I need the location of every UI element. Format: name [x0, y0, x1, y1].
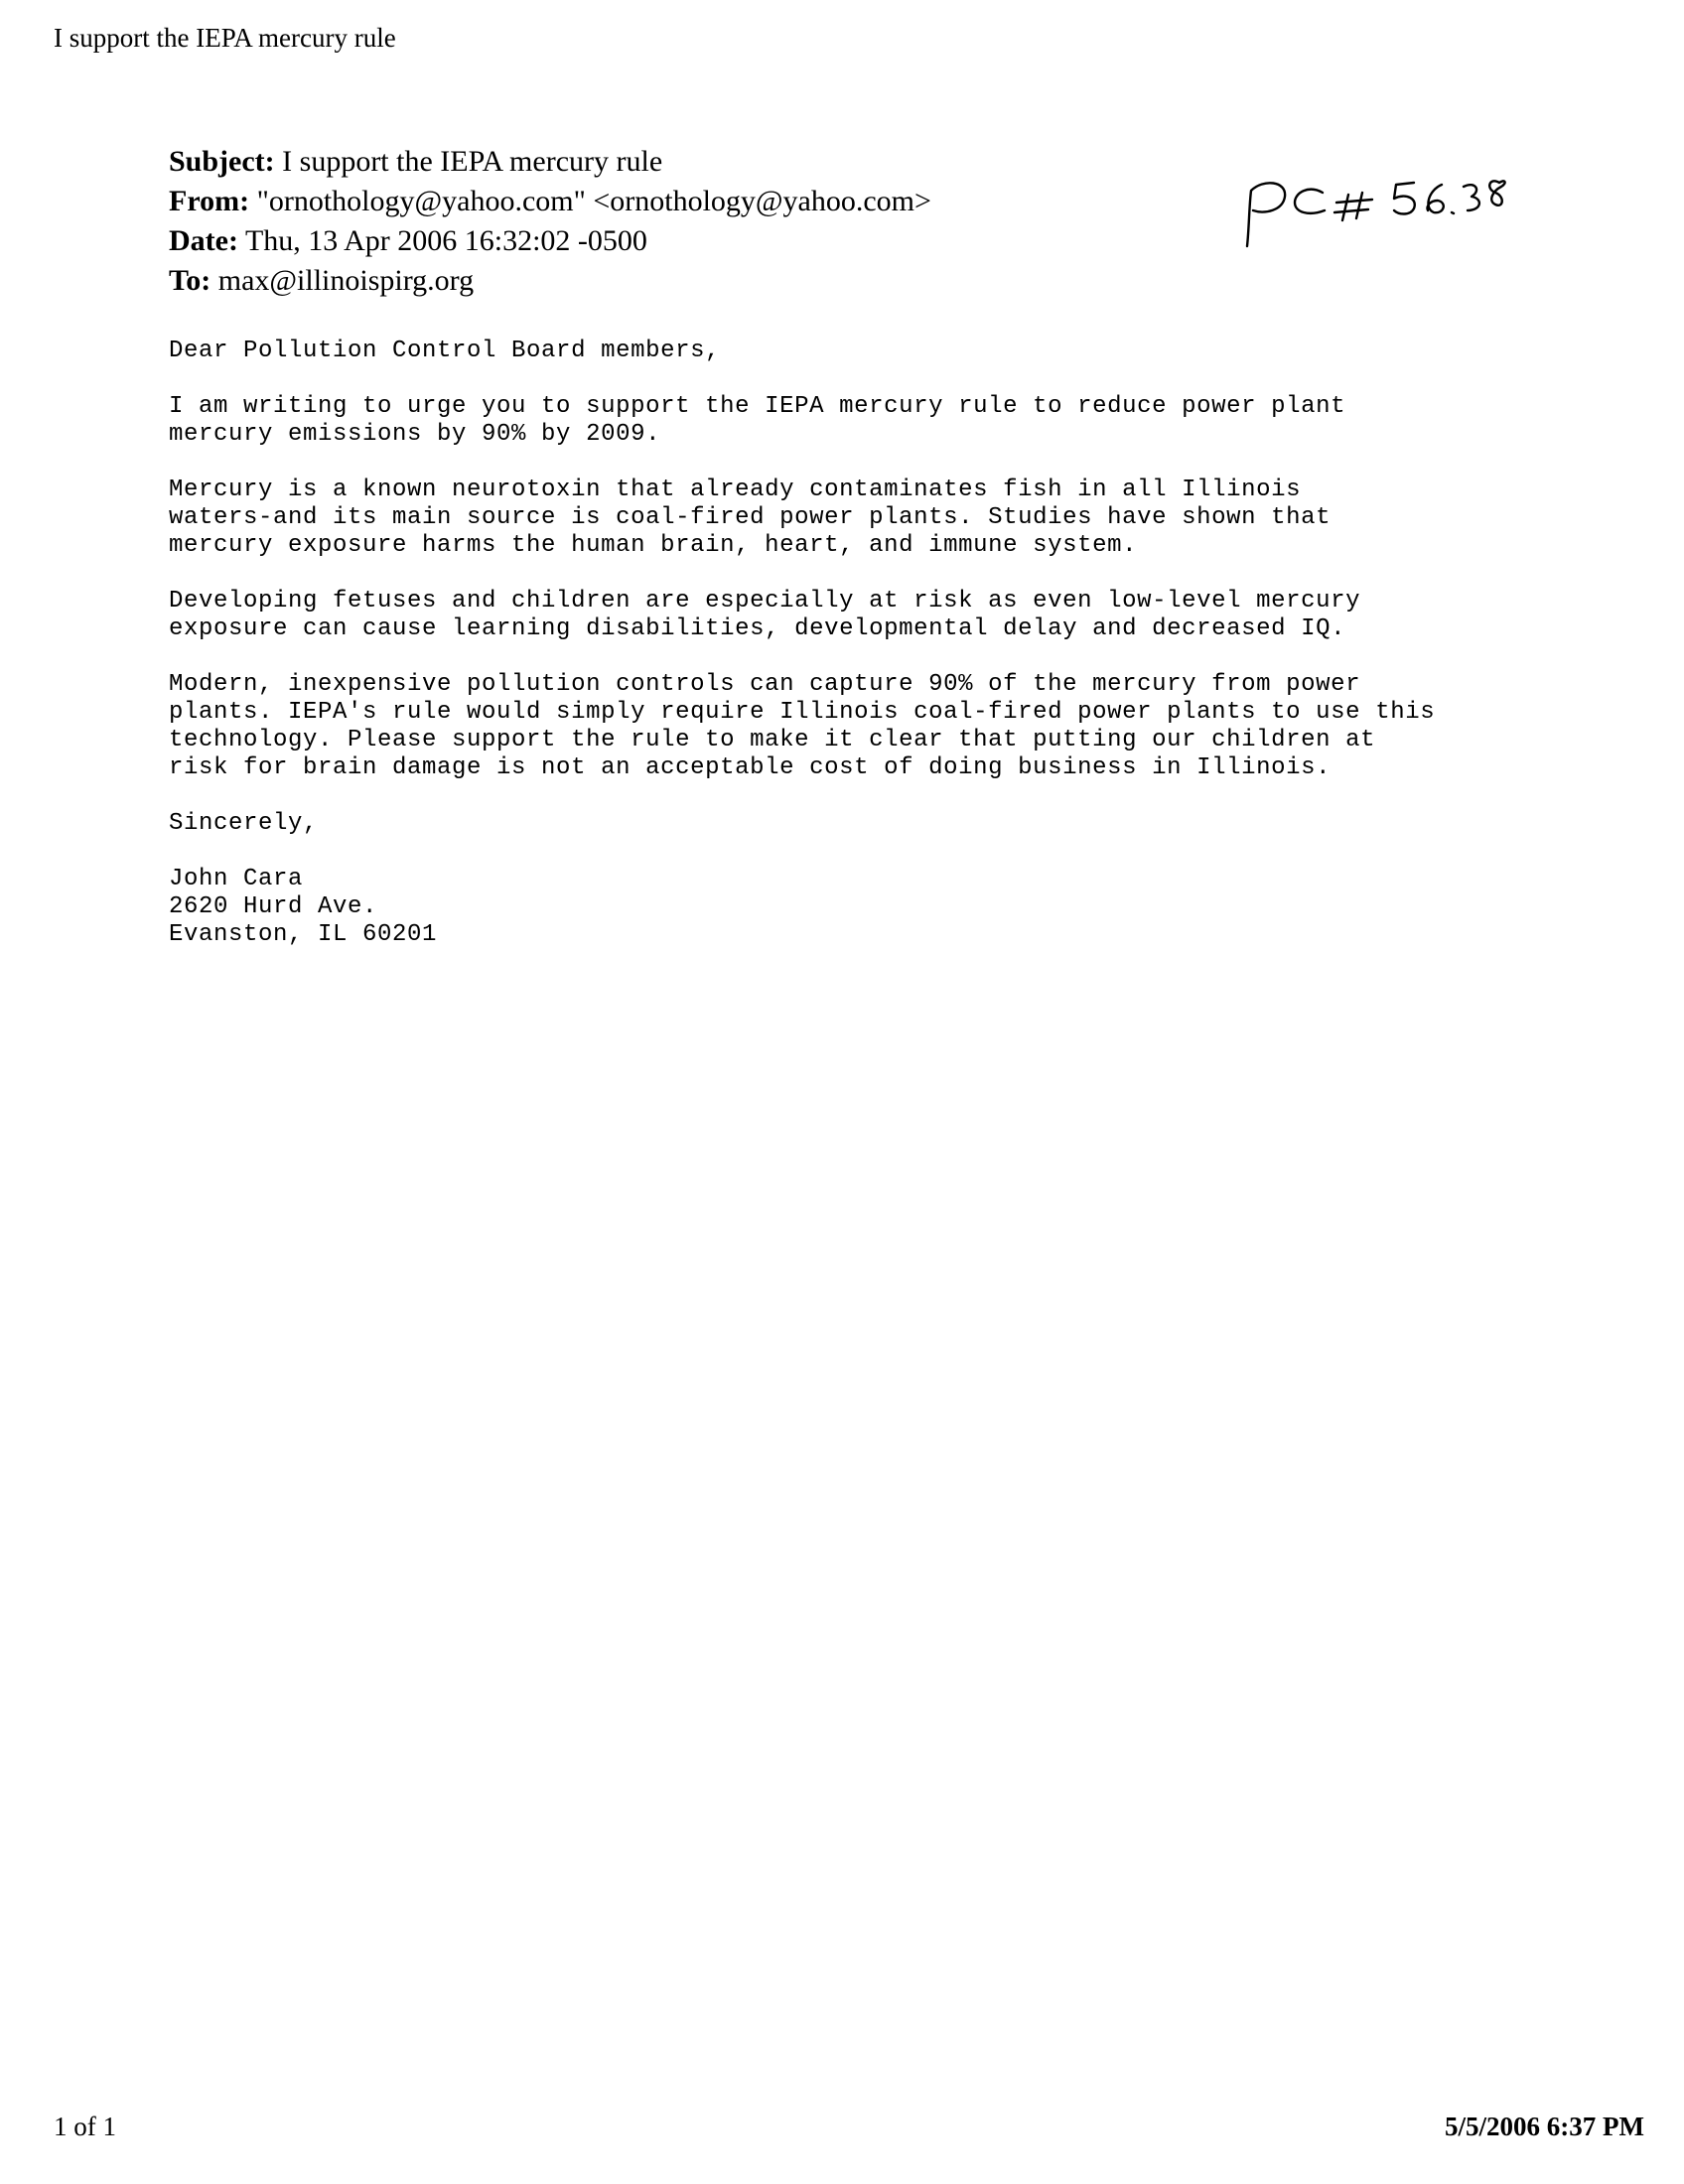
to-value: max@illinoispirg.org [217, 264, 475, 297]
address-line: 2620 Hurd Ave. [169, 893, 378, 920]
subject-label: Subject: [169, 145, 275, 178]
paragraph: I am writing to urge you to support the IEPA mercury rule to reduce power plant mercury emissions by 90% by 2009. [169, 393, 1346, 448]
from-label: From: [169, 185, 250, 217]
paragraph: Developing fetuses and children are especially at risk as even low-level mercury exposure can cause learning disabilities, developmental delay and decreased IQ. [169, 588, 1361, 642]
date-value: Thu, 13 Apr 2006 16:32:02 -0500 [244, 224, 647, 257]
handwritten-annotation [1239, 169, 1537, 258]
salutation: Dear Pollution Control Board members, [169, 338, 721, 364]
closing: Sincerely, [169, 810, 319, 837]
paragraph: Mercury is a known neurotoxin that already contaminates fish in all Illinois waters-and its main source is coal-fired power plants. Studies have shown that mercury exposure harms the human brain, heart, and immune system. [169, 477, 1332, 559]
to-row [169, 261, 931, 301]
subject-value: I support the IEPA mercury rule [282, 145, 663, 178]
print-timestamp: 5/5/2006 6:37 PM [1445, 2112, 1644, 2141]
letter-body [169, 338, 1579, 949]
address-line: Evanston, IL 60201 [169, 921, 438, 948]
date-row [169, 221, 931, 261]
subject-row [169, 142, 931, 182]
from-value: "ornothology@yahoo.com" <ornothology@yahoo.com> [256, 185, 931, 217]
date-label: Date: [169, 224, 238, 257]
paragraph: Modern, inexpensive pollution controls can capture 90% of the mercury from power plants. IEPA's rule would simply require Illinois coal-fired power plants to use this technology. Please support the rule to make it clear that putting our children at risk for brain damage is not an acceptable cost of doing business in Illinois. [169, 671, 1436, 781]
to-label: To: [169, 264, 211, 297]
print-page-title: I support the IEPA mercury rule [54, 23, 396, 53]
from-row [169, 182, 931, 221]
email-headers [169, 142, 931, 301]
signature-name: John Cara [169, 866, 304, 892]
page-number: 1 of 1 [54, 2112, 116, 2141]
